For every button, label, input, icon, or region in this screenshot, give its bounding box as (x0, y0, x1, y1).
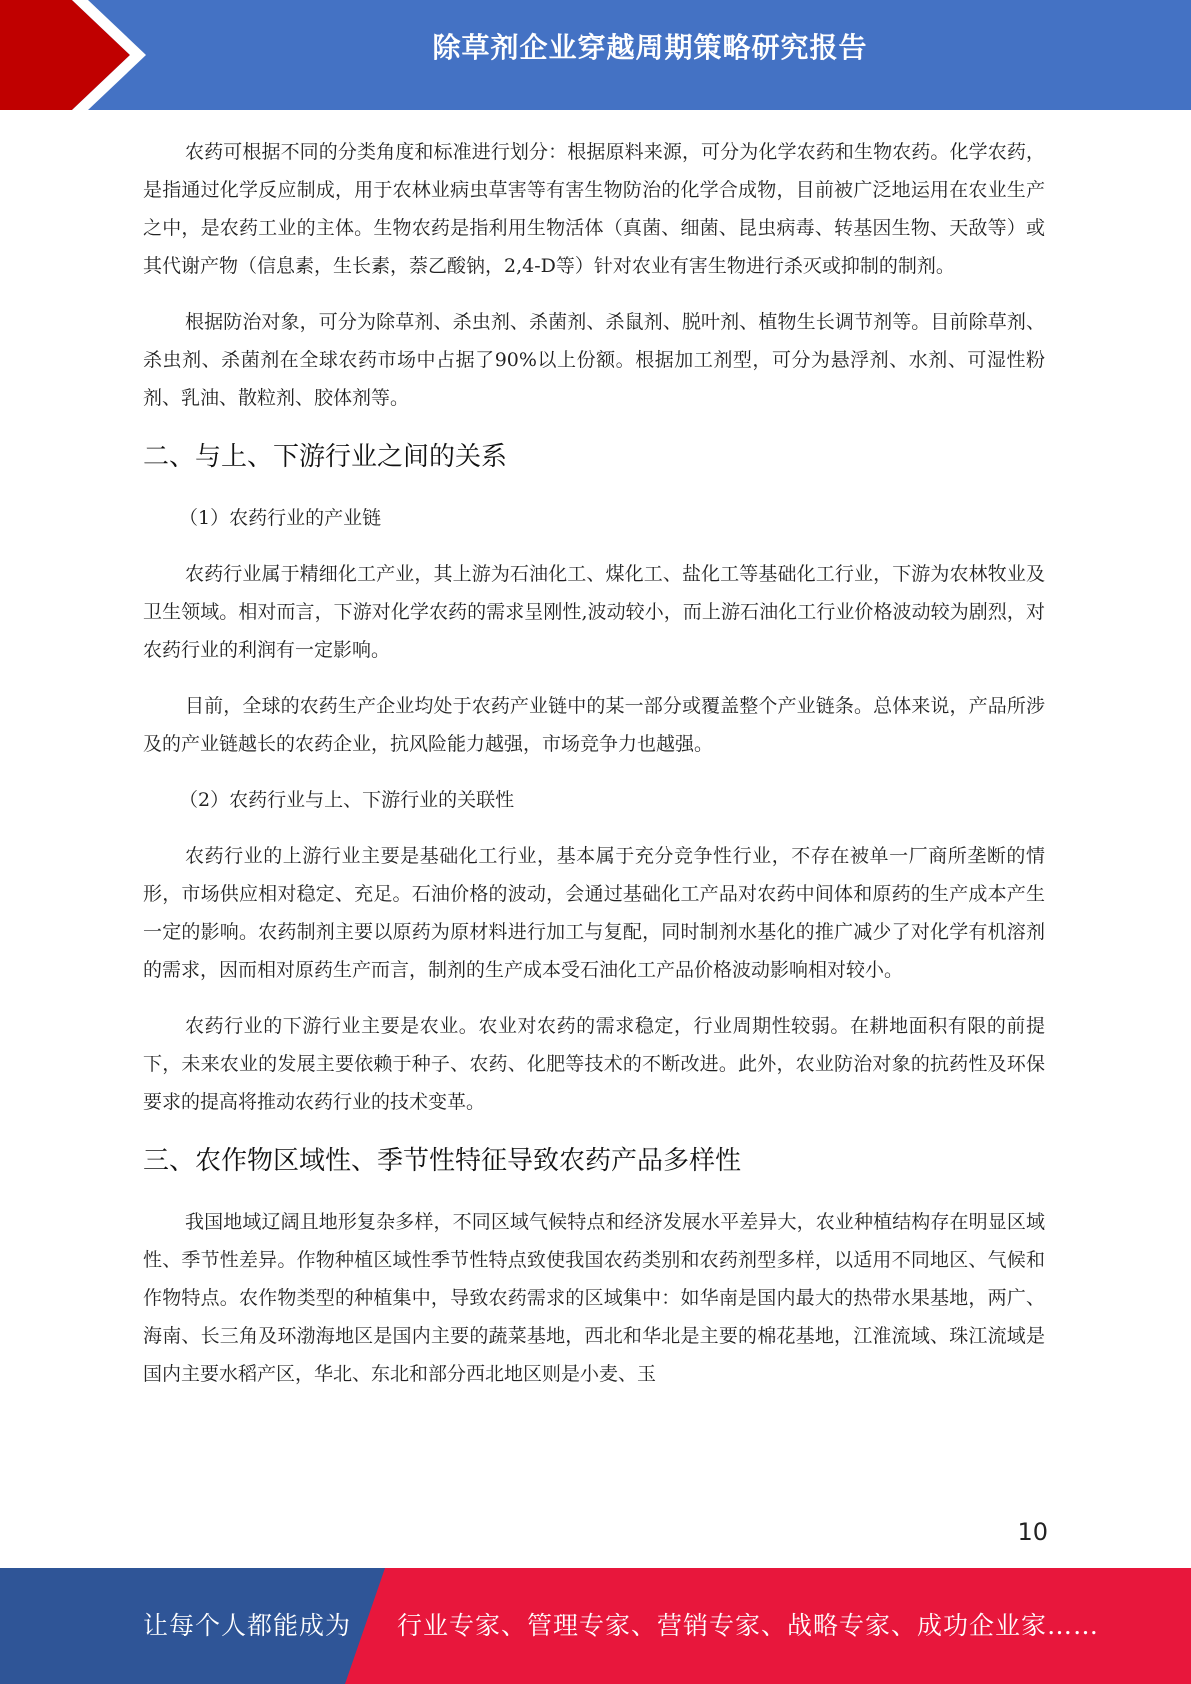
footer-slogan-right: 行业专家、管理专家、营销专家、战略专家、成功企业家…… (397, 1611, 1100, 1640)
paragraph-regional: 我国地域辽阔且地形复杂多样，不同区域气候特点和经济发展水平差异大，农业种植结构存在明显区域性、季节性差异。作物种植区域性季节性特点致使我国农药类别和农药剂型多样，以适用不同地区、气候和作物特点。农作物类型的种植集中，导致农药需求的区域集中：如华南是国内最大的热带水果基地，两广、海南、长三角及环渤海地区是国内主要的蔬菜基地，西北和华北是主要的棉花基地，江淮流域、珠江流域是国内主要水稻产区，华北、东北和部分西北地区则是小麦、玉 (143, 1211, 1045, 1385)
header-ribbon-decoration (0, 0, 160, 110)
document-body (143, 133, 1045, 1411)
paragraph-industry-chain: 农药行业属于精细化工产业，其上游为石油化工、煤化工、盐化工等基础化工行业，下游为农林牧业及卫生领域。相对而言，下游对化学农药的需求呈刚性,波动较小，而上游石油化工行业价格波动较为剧烈，对农药行业的利润有一定影响。 (143, 563, 1045, 661)
paragraph-targets: 根据防治对象，可分为除草剂、杀虫剂、杀菌剂、杀鼠剂、脱叶剂、植物生长调节剂等。目前除草剂、杀虫剂、杀菌剂在全球农药市场中占据了90%以上份额。根据加工剂型，可分为悬浮剂、水剂、可湿性粉剂、乳油、散粒剂、胶体剂等。 (143, 311, 1045, 409)
page-header (0, 0, 1191, 110)
report-title: 除草剂企业穿越周期策略研究报告 (432, 31, 868, 64)
paragraph-global-enterprises: 目前，全球的农药生产企业均处于农药产业链中的某一部分或覆盖整个产业链条。总体来说，产品所涉及的产业链越长的农药企业，抗风险能力越强，市场竞争力也越强。 (143, 695, 1045, 755)
page-footer (0, 1568, 1191, 1684)
subheading-correlation: （2）农药行业与上、下游行业的关联性 (179, 789, 515, 811)
paragraph-upstream: 农药行业的上游行业主要是基础化工行业，基本属于充分竞争性行业，不存在被单一厂商所垄断的情形，市场供应相对稳定、充足。石油价格的波动，会通过基础化工产品对农药中间体和原药的生产成本产生一定的影响。农药制剂主要以原药为原材料进行加工与复配，同时制剂水基化的推广减少了对化学有机溶剂的需求，因而相对原药生产而言，制剂的生产成本受石油化工产品价格波动影响相对较小。 (143, 845, 1045, 981)
section-heading-upstream-downstream: 二、与上、下游行业之间的关系 (143, 442, 508, 472)
section-heading-crop-diversity: 三、农作物区域性、季节性特征导致农药产品多样性 (143, 1146, 742, 1176)
footer-slogan-left: 让每个人都能成为 (143, 1611, 352, 1640)
paragraph-downstream: 农药行业的下游行业主要是农业。农业对农药的需求稳定，行业周期性较弱。在耕地面积有限的前提下，未来农业的发展主要依赖于种子、农药、化肥等技术的不断改进。此外，农业防治对象的抗药性及环保要求的提高将推动农药行业的技术变革。 (143, 1015, 1045, 1113)
page-number: 10 (1017, 1518, 1048, 1546)
subheading-industry-chain: （1）农药行业的产业链 (179, 507, 382, 529)
paragraph-classification: 农药可根据不同的分类角度和标准进行划分：根据原料来源，可分为化学农药和生物农药。化学农药，是指通过化学反应制成，用于农林业病虫草害等有害生物防治的化学合成物，目前被广泛地运用在农业生产之中，是农药工业的主体。生物农药是指利用生物活体（真菌、细菌、昆虫病毒、转基因生物、天敌等）或其代谢产物（信息素，生长素，萘乙酸钠，2,4-D等）针对农业有害生物进行杀灭或抑制的制剂。 (143, 141, 1045, 277)
